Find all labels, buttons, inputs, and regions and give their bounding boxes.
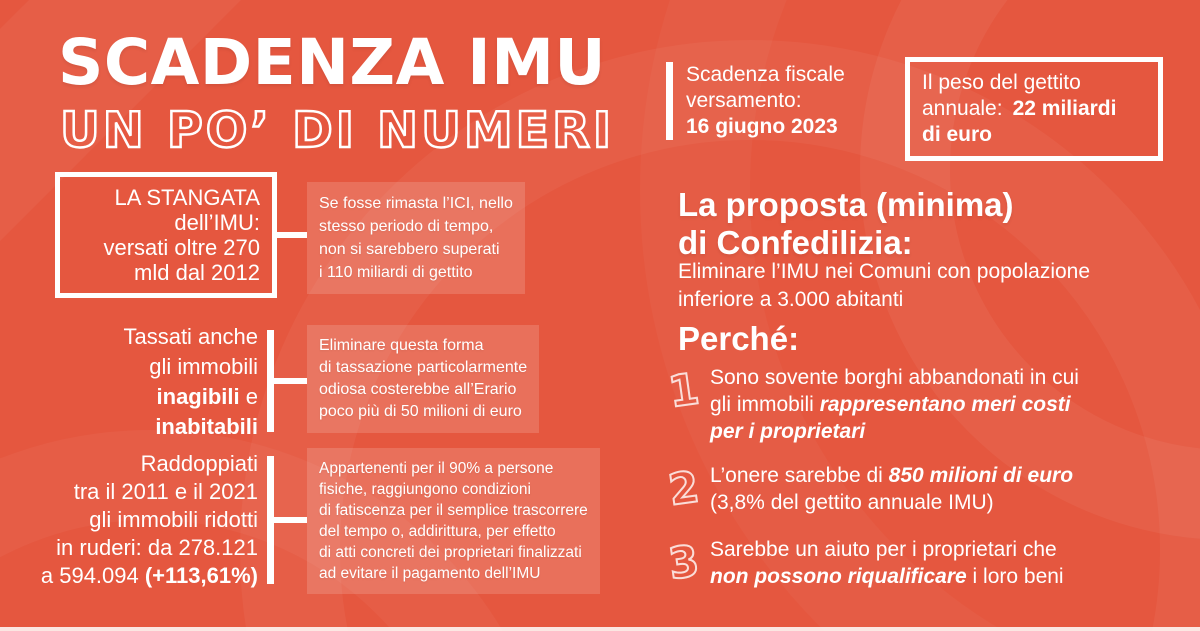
weight-line2: annuale: 22 miliardi (922, 97, 1117, 120)
reason-2-text: L’onere sarebbe di 850 milioni di euro (3,8% del gettito annuale IMU) (710, 464, 1074, 514)
stat-3-line2: tra il 2011 e il 2021 (73, 479, 258, 504)
deadline-accent-bar (666, 62, 673, 140)
stat-2-headline (123, 322, 258, 442)
reason-3-text: Sarebbe un aiuto per i proprietari che non possono riqualificare i loro beni (710, 538, 1064, 588)
connector-line (277, 232, 307, 238)
reason-2 (664, 462, 1073, 516)
weight-line1: Il peso del gettito (922, 71, 1081, 94)
connector-line (274, 378, 307, 384)
reason-3-number: 3 (665, 536, 703, 590)
deadline-line1: Scadenza fiscale (686, 63, 845, 86)
stat-3-line3: gli immobili ridotti (89, 507, 258, 532)
stat-1-line4: mld dal 2012 (134, 260, 260, 285)
stat-2-line2: gli immobili (149, 354, 258, 379)
why-heading: Perché: (678, 320, 800, 357)
stat-1-line2: dell’IMU: (174, 210, 260, 235)
stat-1-line3: versati oltre 270 (103, 235, 260, 260)
stat-3-description: Appartenenti per il 90% a persone fisiche, raggiungono condizioni di fatiscenza per il semplice trascorrere del tempo o, addirittura, per effetto di atti concreti dei proprietari finalizzati ad evitare il pagamento dell’IMU (307, 448, 600, 594)
connector-line (274, 517, 307, 523)
reason-3 (664, 536, 1064, 590)
page-subtitle: UN PO’ DI NUMERI (60, 102, 615, 159)
reason-2-number: 2 (665, 462, 703, 516)
deadline-line2: versamento: (686, 89, 802, 112)
annual-weight-box (905, 57, 1163, 161)
stat-2-description: Eliminare questa forma di tassazione particolarmente odiosa costerebbe all’Erario poco più di 50 milioni di euro (307, 325, 539, 433)
stat-2-accent-bar (267, 330, 274, 432)
proposal-title: La proposta (minima) di Confedilizia: (678, 186, 1014, 261)
stat-2-line1: Tassati anche (123, 324, 258, 349)
stat-3-line5: a 594.094 (+113,61%) (40, 563, 258, 588)
stat-3-line4: in ruderi: da 278.121 (56, 535, 258, 560)
stat-3-accent-bar (267, 456, 274, 584)
deadline-date: 16 giugno 2023 (686, 115, 838, 138)
stat-1-headline-box (55, 172, 277, 298)
reason-1-number: 1 (665, 364, 703, 418)
reason-1-text: Sono sovente borghi abbandonati in cui gli immobili rappresentano meri costi per i proprietari (710, 366, 1079, 443)
deadline-block (666, 62, 845, 140)
weight-line3: di euro (922, 123, 993, 146)
stat-3-line1: Raddoppiati (140, 451, 258, 476)
reason-1 (664, 364, 1079, 445)
stat-1-line1: LA STANGATA (114, 185, 260, 210)
proposal-subtitle: Eliminare l’IMU nei Comuni con popolazione inferiore a 3.000 abitanti (678, 260, 1091, 311)
bottom-edge-strip (0, 627, 1200, 631)
stat-3-headline (41, 450, 258, 590)
deadline-text (686, 62, 845, 140)
stat-2-line3: inagibili e (156, 384, 258, 409)
weight-amount: 22 miliardi (1012, 97, 1117, 120)
page-title: SCADENZA IMU (58, 26, 607, 99)
stat-1-description: Se fosse rimasta l’ICI, nello stesso periodo di tempo, non si sarebbero superati i 110 miliardi di gettito (307, 182, 525, 294)
stat-2-line4: inabitabili (155, 414, 258, 439)
